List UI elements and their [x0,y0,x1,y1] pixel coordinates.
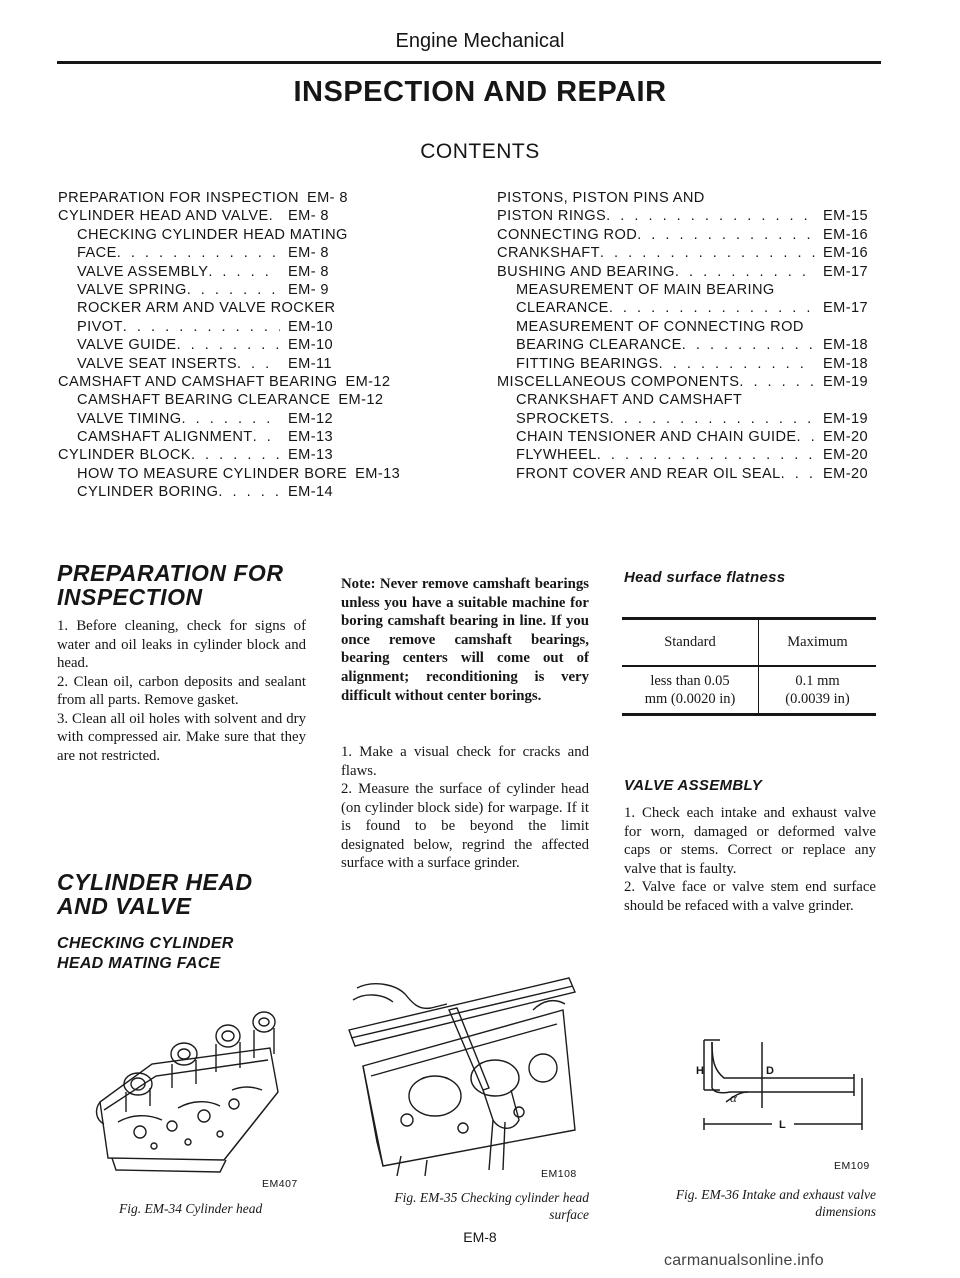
col2-paragraph-1: 1. Make a visual check for cracks and flaws. [341,744,589,779]
toc-entry-label: ROCKER ARM AND VALVE ROCKER [77,300,336,317]
toc-leader-dots [597,446,815,464]
toc-leader-dots [253,428,280,446]
table-header-row [622,620,876,665]
cylinder-head-heading-line2: AND VALVE [57,893,192,919]
toc-entry [497,189,881,207]
prep-paragraph-1: 1. Before cleaning, check for signs of water and oil leaks in cylinder block and head. [57,618,306,671]
toc-entry-page: EM-19 [823,373,868,390]
toc-leader-dots [177,336,280,354]
toc-leader-dots [781,465,815,483]
flatness-heading: Head surface flatness [624,569,786,586]
toc-entry-label: PIVOT [77,318,123,335]
note-block [341,575,589,705]
running-head: Engine Mechanical [395,30,565,52]
prep-heading-line1: PREPARATION FOR [57,560,284,586]
toc-entry-label: HOW TO MEASURE CYLINDER BORE [77,465,348,482]
toc-entry-label: VALVE SEAT INSERTS [77,355,237,372]
toc-entry-page: EM-15 [823,208,868,225]
toc-entry-page: EM-20 [823,447,868,464]
toc-entry-label: MISCELLANEOUS COMPONENTS [497,373,740,390]
toc-entry [58,336,346,354]
toc-entry-label: CAMSHAFT AND CAMSHAFT BEARING [58,373,338,390]
prep-heading [57,561,307,609]
fig35-caption [341,1189,589,1223]
toc-entry-page: EM-11 [288,355,332,372]
toc-entry [58,299,346,317]
toc-entry [58,189,346,207]
valve-paragraph-1: 1. Check each intake and exhaust valve for worn, damaged or deformed valve caps or stems. Correct or replace any valve that is faulty. [624,805,876,877]
fig35-code: EM108 [541,1168,577,1180]
toc-entry [497,263,881,281]
toc-entry-label: BEARING CLEARANCE [516,337,682,354]
toc-entry [497,281,881,299]
prep-heading-line2: INSPECTION [57,584,203,610]
fig35-caption-line2: surface [549,1207,589,1222]
toc-entry-label: PREPARATION FOR INSPECTION [58,190,299,206]
table-header-standard: Standard [664,634,716,650]
toc-entry [58,465,401,483]
toc-entry-label: VALVE GUIDE [77,337,177,354]
fig36-caption-line2: dimensions [815,1204,876,1219]
straightedge-check-illustration [343,970,583,1180]
toc-entry-page: EM-20 [823,429,868,446]
toc-entry [58,446,346,464]
toc-leader-dots [237,355,280,373]
toc-entry-label: FLYWHEEL [516,447,597,464]
toc-entry-label: CYLINDER HEAD AND VALVE [58,208,269,225]
toc-leader-dots [682,336,815,354]
table-data-row [622,667,876,713]
watermark: carmanualsonline.info [664,1252,824,1269]
toc-entry-page: EM- 8 [288,208,329,225]
toc-entry [497,446,881,464]
table-cell-maximum: 0.1 mm (0.0039 in) [785,672,850,707]
toc-entry [497,465,881,483]
toc-leader-dots [117,244,280,262]
toc-entry-label: VALVE SPRING [77,281,187,298]
toc-entry [497,428,881,446]
toc-entry-page: EM-13 [288,429,333,446]
prep-paragraph-2: 2. Clean oil, carbon deposits and sealant from all parts. Remove gasket. [57,673,306,708]
toc-entry [497,355,881,373]
toc-leader-dots [182,410,280,428]
toc-entry [58,483,346,501]
fig35-caption-line1: Fig. EM-35 Checking cylinder head [394,1190,589,1205]
toc-entry [58,244,346,262]
contents-title: CONTENTS [420,140,540,163]
toc-entry [58,391,384,409]
toc-entry-page: EM-16 [823,245,868,262]
toc-leader-dots [600,244,815,262]
cylinder-head-heading-line1: CYLINDER HEAD [57,869,253,895]
toc-entry-page: EM-12 [345,373,391,390]
note-label: Note: [341,576,376,592]
prep-body [57,617,306,765]
toc-entry-page: EM- 8 [306,190,348,206]
cylinder-head-heading [57,870,307,918]
toc-entry-page: EM-18 [823,337,868,354]
toc-entry-label: FITTING BEARINGS [516,355,659,372]
toc-entry-page: EM-12 [338,392,384,409]
toc-entry-label: SPROCKETS [516,410,610,427]
toc-entry-label: CAMSHAFT ALIGNMENT [77,429,253,446]
toc-entry-label: MEASUREMENT OF CONNECTING ROD [516,318,804,335]
toc-entry-label: VALVE ASSEMBLY [77,263,209,280]
fig36-caption-line1: Fig. EM-36 Intake and exhaust valve [675,1187,876,1202]
toc-entry [497,318,881,336]
toc-entry [497,336,881,354]
toc-entry-label: MEASUREMENT OF MAIN BEARING [516,281,775,298]
toc-leader-dots [739,373,815,391]
toc-entry [58,281,346,299]
toc-leader-dots [705,189,815,207]
toc-entry-label: CLEARANCE [516,300,609,317]
toc-entry-page: EM-17 [823,263,868,280]
valve-paragraph-2: 2. Valve face or valve stem end surface should be refaced with a valve grinder. [624,879,876,914]
toc-entry-page: EM-10 [288,337,333,354]
prep-paragraph-3: 3. Clean all oil holes with solvent and dry with compressed air. Make sure that they are not restricted. [57,710,306,764]
toc-leader-dots [742,391,815,409]
toc-entry-label: VALVE TIMING [77,410,182,427]
toc-entry [497,391,881,409]
toc-leader-dots [675,263,815,281]
toc-entry-label: FACE [77,245,117,262]
toc-entry-label: CYLINDER BLOCK [58,447,191,464]
toc-leader-dots [804,318,815,336]
mating-face-heading-line2: HEAD MATING FACE [57,955,221,972]
toc-leader-dots [187,281,280,299]
toc-entry [58,355,346,373]
toc-leader-dots [123,318,280,336]
mating-face-heading [57,934,307,974]
toc-entry-label: CRANKSHAFT [497,245,600,262]
toc-entry-page: EM- 8 [288,245,329,262]
toc-entry [58,263,346,281]
page-title: INSPECTION AND REPAIR [293,76,667,108]
toc-leader-dots [610,410,815,428]
cylinder-head-illustration [92,992,282,1178]
toc-entry [497,226,881,244]
toc-leader-dots [191,446,280,464]
toc-leader-dots [218,483,280,501]
toc-entry-label: CONNECTING ROD [497,226,638,243]
toc-leader-dots [269,207,280,225]
toc-leader-dots [208,263,280,281]
toc-entry-label: FRONT COVER AND REAR OIL SEAL [516,465,781,482]
toc-entry-page: EM-10 [288,318,333,335]
toc-entry [497,244,881,262]
toc-entry-page: EM-18 [823,355,868,372]
toc-entry-label: CYLINDER BORING [77,484,219,501]
toc-entry-page: EM-20 [823,465,868,482]
toc-leader-dots [606,207,815,225]
toc-entry-page: EM-12 [288,410,333,427]
flatness-table-wrapper [622,617,876,716]
toc-entry-page: EM-13 [288,447,333,464]
toc-entry [58,318,346,336]
table-cell-standard: less than 0.05 mm (0.0020 in) [644,672,736,707]
valve-dimension-diagram [690,1026,870,1176]
col2-body [341,743,589,873]
toc-entry-page: EM-16 [823,226,868,243]
toc-entry [497,410,881,428]
toc-leader-dots [775,281,815,299]
toc-entry [497,207,881,225]
fig36-code: EM109 [834,1160,870,1172]
toc-entry-label: CRANKSHAFT AND CAMSHAFT [516,392,743,409]
toc-entry-page: EM-13 [355,465,401,482]
fig34-caption: Fig. EM-34 Cylinder head [119,1201,263,1216]
toc-entry [497,299,881,317]
page-number: EM-8 [463,1229,497,1245]
toc-entry-page: EM-17 [823,300,868,317]
toc-entry-page: EM- 8 [288,263,329,280]
fig34-code: EM407 [262,1178,298,1190]
header-rule [57,61,881,64]
valve-assembly-heading: VALVE ASSEMBLY [624,777,763,794]
toc-leader-dots [797,428,815,446]
toc-entry-label: BUSHING AND BEARING [497,263,675,280]
label-l: L [779,1119,786,1131]
table-header-maximum: Maximum [787,634,848,650]
toc-entry [58,428,346,446]
label-h: H [696,1065,704,1077]
toc-entry-label: CHAIN TENSIONER AND CHAIN GUIDE [516,429,797,446]
toc-entry [58,410,346,428]
toc-entry-label: PISTONS, PISTON PINS AND [497,190,705,206]
label-alpha: α [730,1090,737,1105]
toc-entry-page: EM-19 [823,410,868,427]
col2-paragraph-2: 2. Measure the surface of cylinder head (on cylinder block side) for warpage. If it is found to be beyond the limit designated below, regrind the affected surface with a surface grinder. [341,781,589,871]
table-bottom-rule [622,713,876,716]
mating-face-heading-line1: CHECKING CYLINDER [57,935,234,952]
toc-right-column [497,189,881,483]
toc-leader-dots [609,299,815,317]
toc-entry-label: PISTON RINGS [497,208,607,225]
toc-entry [58,373,391,391]
toc-leader-dots [637,226,815,244]
toc-entry [497,373,881,391]
toc-entry [58,207,346,225]
toc-leader-dots [659,355,815,373]
valve-assembly-body [624,804,876,915]
toc-entry-label: CAMSHAFT BEARING CLEARANCE [77,392,331,409]
note-text: Never remove camshaft bearings unless you have a suitable machine for boring camshaft bearing in line. If you once remove camshaft bearings, bearing centers will come out of alignment; reconditioning is very difficult without center borings. [341,576,589,704]
toc-entry-page: EM- 9 [288,281,329,298]
toc-entry [58,226,346,244]
toc-left-column [58,189,401,502]
toc-entry-label: CHECKING CYLINDER HEAD MATING [77,226,348,243]
fig36-caption [622,1186,876,1220]
label-d: D [766,1065,774,1077]
toc-entry-page: EM-14 [288,484,333,501]
